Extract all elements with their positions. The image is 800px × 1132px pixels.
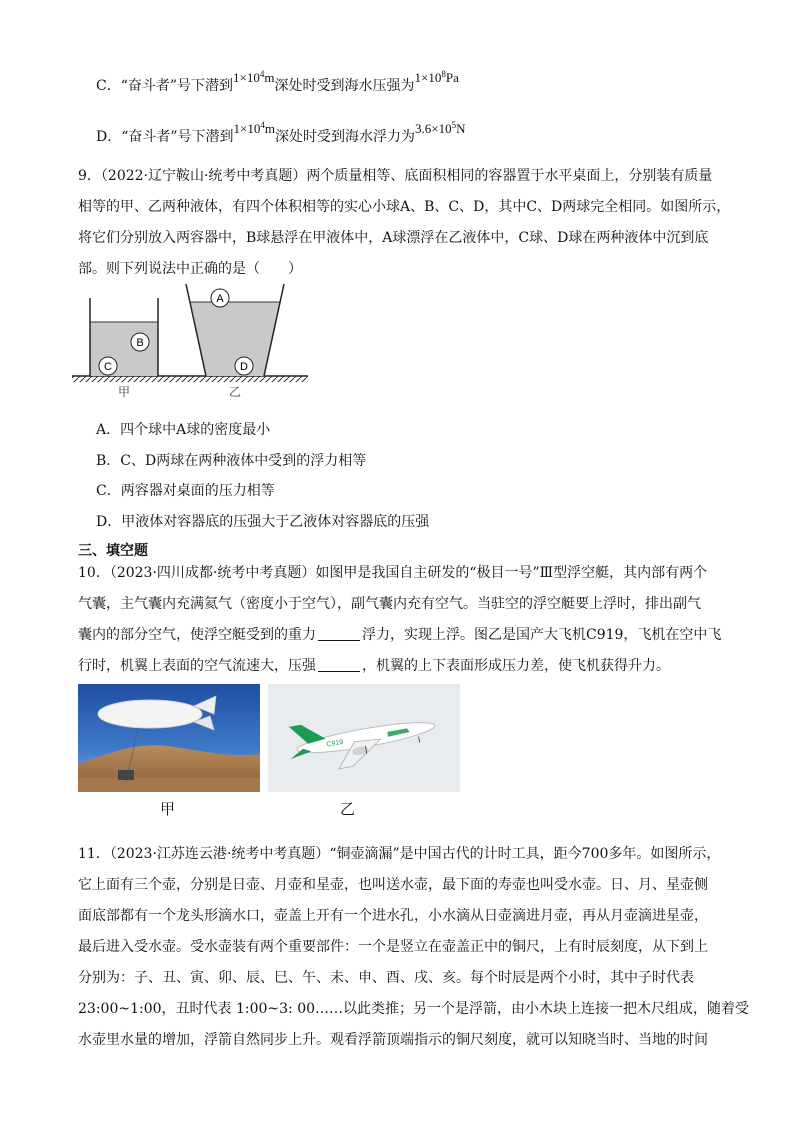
section-heading-fill-blank: 三、填空题 bbox=[78, 543, 148, 559]
ground-hatch bbox=[72, 376, 308, 382]
q9-option-b: B．C、D两球在两种液体中受到的浮力相等 bbox=[96, 453, 367, 469]
q10-stem-line-1: 10．（2023·四川成都·统考中考真题）如图甲是我国自主研发的“极目一号”Ⅲ型浮空艇，其内部有两个 bbox=[78, 565, 708, 581]
q9-stem-line-1: 9．（2022·辽宁鞍山·统考中考真题）两个质量相等、底面积相同的容器置于水平桌面上，分别装有质量 bbox=[78, 168, 713, 184]
airship-illustration bbox=[78, 684, 260, 792]
q8-c-depth: $1\times 10^4m$ bbox=[233, 69, 275, 85]
q11-stem-line-5: 分别为：子、丑、寅、卯、辰、巳、午、未、申、酉、戌、亥。每个时辰是两个小时，其中子时代表 bbox=[78, 970, 694, 986]
q11-stem-line-6: 23:00~1:00，丑时代表 1:00~3: 00……以此类推；另一个是浮箭，由小木块上连接一把木尺组成，随着受 bbox=[78, 1001, 750, 1017]
q8-c-prefix: C．“奋斗者”号下潜到 bbox=[96, 78, 234, 94]
container-label-yi: 乙 bbox=[228, 385, 242, 399]
ball-b-label: B bbox=[136, 337, 144, 349]
q8-d-value: $3.6\times 10^5N$ bbox=[415, 120, 466, 136]
ball-d-label: D bbox=[240, 361, 248, 373]
q11-stem-line-1: 11．（2023·江苏连云港·统考中考真题）“铜壶滴漏”是中国古代的计时工具，距今700多年。如图所示， bbox=[78, 846, 721, 862]
q10-stem-line-3: 囊内的部分空气，使浮空艇受到的重力 浮力，实现上浮。图乙是国产大飞机C919，飞机在空中飞 bbox=[78, 627, 722, 643]
q11-stem-line-7: 水壶里水量的增加，浮箭自然同步上升。观看浮箭顶端指示的铜尺刻度，就可以知晓当时、当地的时间 bbox=[78, 1032, 708, 1048]
q11-stem-line-2: 它上面有三个壶，分别是日壶、月壶和星壶，也叫送水壶，最下面的寿壶也叫受水壶。日、月、星壶侧 bbox=[78, 877, 708, 893]
q10-blank-1[interactable] bbox=[318, 626, 360, 641]
q8-c-mid: 深处时受到海水压强为 bbox=[274, 78, 415, 94]
q9-stem-line-2: 相等的甲、乙两种液体，有四个体积相等的实心小球A、B、C、D，其中C、D两球完全相同。如图所示， bbox=[78, 199, 731, 215]
q9-option-c: C．两容器对桌面的压力相等 bbox=[96, 483, 275, 499]
q8-c-value: $1\times 10^8Pa$ bbox=[414, 69, 459, 85]
q9-containers-figure bbox=[72, 282, 312, 402]
airship-body bbox=[98, 700, 202, 728]
q9-option-a: A．四个球中A球的密度最小 bbox=[96, 422, 271, 438]
c919-photo bbox=[268, 684, 460, 792]
photo-caption-jia: 甲 bbox=[160, 800, 176, 818]
q8-d-depth: $1\times 10^4m$ bbox=[233, 120, 276, 136]
q8-option-d bbox=[96, 120, 466, 147]
q10-stem-line-4: 行时，机翼上表面的空气流速大，压强 ，机翼的上下表面形成压力差，使飞机获得升力。 bbox=[78, 658, 670, 674]
q8-d-mid: 深处时受到海水浮力为 bbox=[275, 129, 416, 145]
ball-a-label: A bbox=[216, 293, 224, 305]
q9-stem-line-3: 将它们分别放入两容器中，B球悬浮在甲液体中，A球漂浮在乙液体中，C球、D球在两种液体中沉到底 bbox=[78, 230, 709, 246]
q10-stem-line-2: 气囊，主气囊内充满氦气（密度小于空气），副气囊内充有空气。当驻空的浮空艇要上浮时，排出副气 bbox=[78, 596, 701, 612]
airship-photo bbox=[78, 684, 260, 792]
q8-d-prefix: D．“奋斗者”号下潜到 bbox=[96, 129, 234, 145]
q10-blank-2[interactable] bbox=[318, 657, 360, 672]
c919-mark: C919 bbox=[326, 738, 344, 749]
q11-stem-line-3: 面底部都有一个龙头形滴水口，壶盖上开有一个进水孔，小水滴从日壶滴进月壶，再从月壶滴进星壶， bbox=[78, 908, 708, 924]
photo-caption-yi: 乙 bbox=[340, 800, 356, 818]
q9-stem-line-4: 部。则下列说法中正确的是（ ） bbox=[78, 261, 302, 277]
ground-station bbox=[118, 770, 134, 780]
q11-stem-line-4: 最后进入受水壶。受水壶装有两个重要部件：一个是竖立在壶盖正中的铜尺，上有时辰刻度，从下到上 bbox=[78, 939, 708, 955]
ball-c-label: C bbox=[104, 361, 112, 373]
q8-option-c bbox=[96, 69, 459, 96]
q9-option-d: D．甲液体对容器底的压强大于乙液体对容器底的压强 bbox=[96, 514, 430, 530]
c919-illustration bbox=[268, 684, 460, 792]
container-label-jia: 甲 bbox=[117, 385, 131, 399]
